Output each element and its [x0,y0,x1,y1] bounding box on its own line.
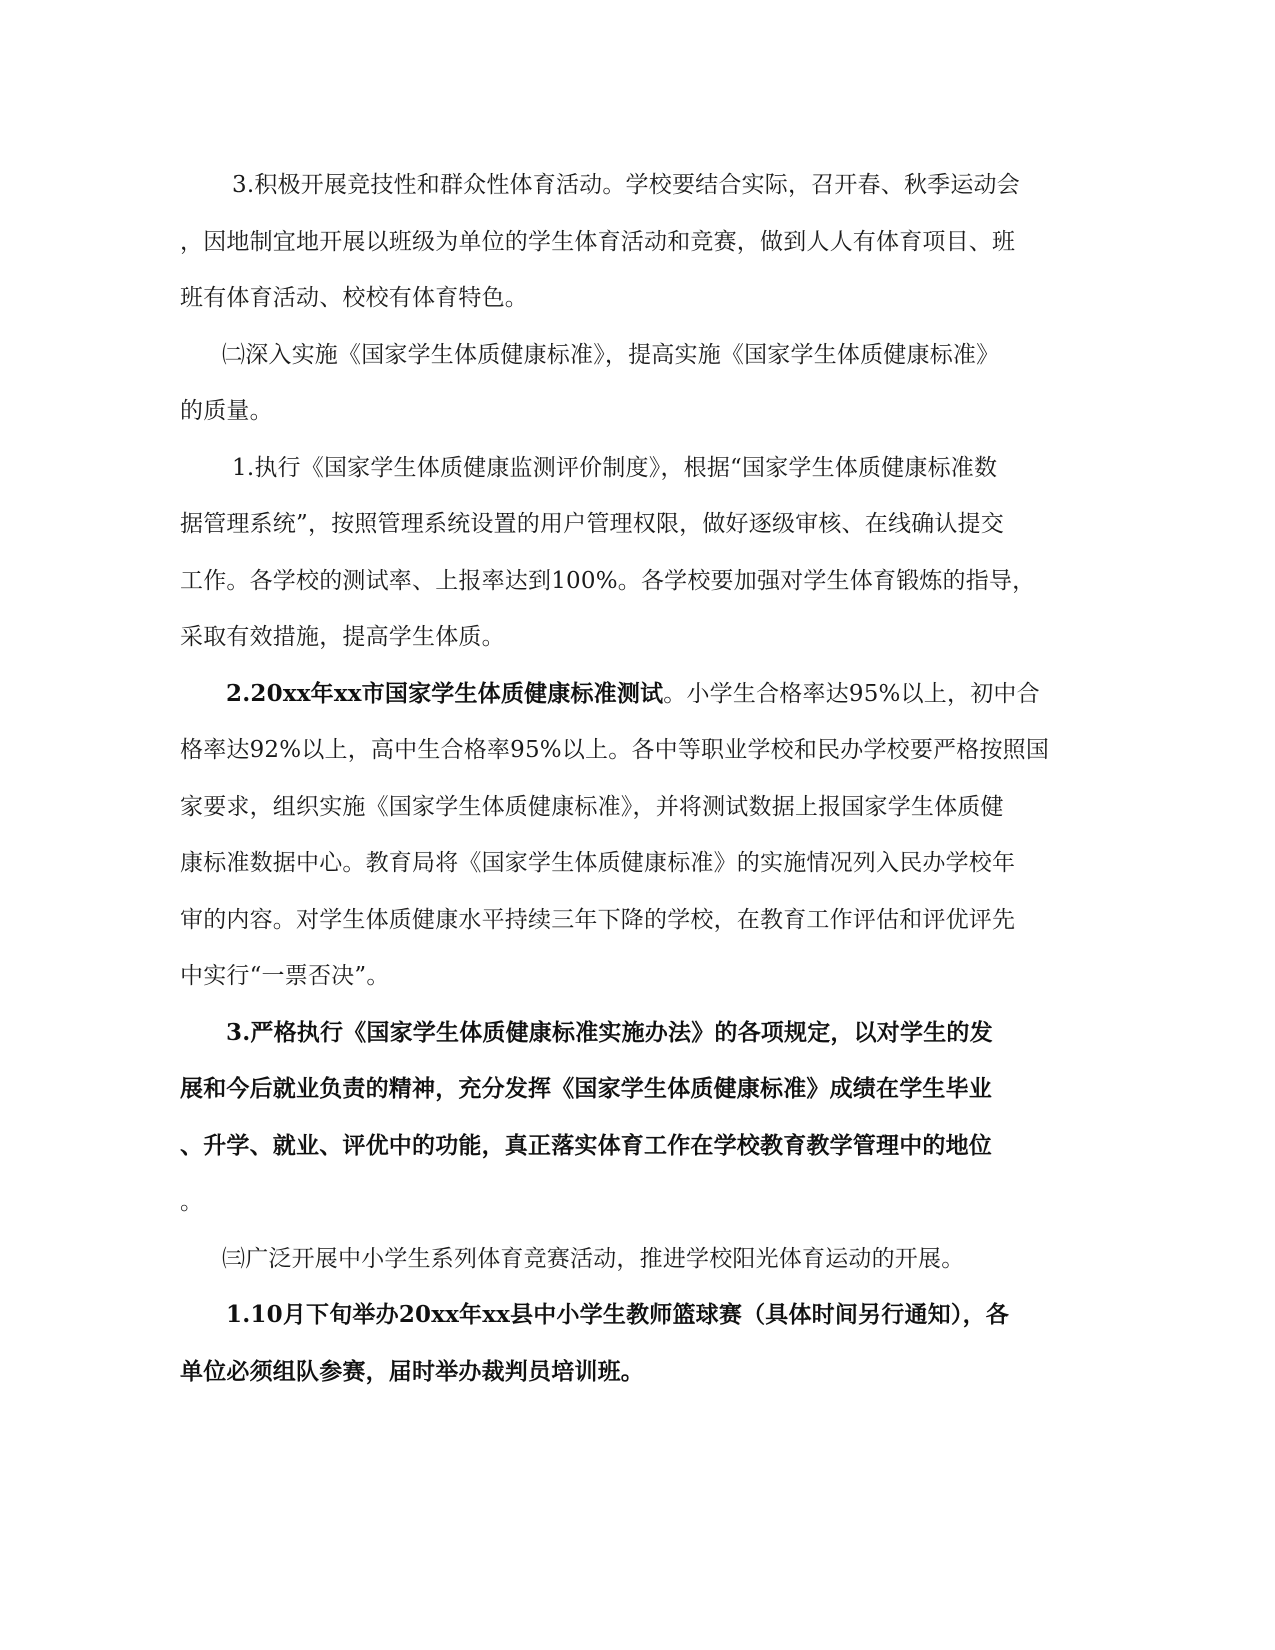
item-2-line-3: 家要求，组织实施《国家学生体质健康标准》，并将测试数据上报国家学生体质健 [180,794,1004,820]
item-2-line-4: 康标准数据中心。教育局将《国家学生体质健康标准》的实施情况列入民办学校年 [180,850,1016,876]
item-3-line-1: 3.严格执行《国家学生体质健康标准实施办法》的各项规定，以对学生的发 [226,1019,993,1046]
item-2-line-6: 中实行“一票否决”。 [180,963,390,989]
item-1-line-4: 采取有效措施，提高学生体质。 [180,624,505,650]
item-1-line-3: 工作。各学校的测试率、上报率达到100%。各学校要加强对学生体育锻炼的指导， [180,568,1036,594]
paragraph-3-line-1: 3.积极开展竞技性和群众性体育活动。学校要结合实际，召开春、秋季运动会 [232,172,1020,198]
section-3-item-1-line-1: 1.10月下旬举办20xx年xx县中小学生教师篮球赛（具体时间另行通知），各 [226,1301,1009,1328]
section-2-heading-line-2: 的质量。 [180,398,273,424]
item-2-line-1 [226,679,1086,709]
item-2-line-5: 审的内容。对学生体质健康水平持续三年下降的学校，在教育工作评估和评优评先 [180,907,1016,933]
item-2-line-2: 格率达92%以上，高中生合格率95%以上。各中等职业学校和民办学校要严格按照国 [180,737,1050,763]
item-2-bold-title: 2.20xx年xx市国家学生体质健康标准测试 [226,680,664,707]
item-1-line-2: 据管理系统”，按照管理系统设置的用户管理权限，做好逐级审核、在线确认提交 [180,511,1004,537]
section-3-heading: ㈢广泛开展中小学生系列体育竞赛活动，推进学校阳光体育运动的开展。 [222,1246,965,1272]
item-3-line-4: 。 [180,1189,204,1215]
item-3-line-2: 展和今后就业负责的精神，充分发挥《国家学生体质健康标准》成绩在学生毕业 [180,1075,992,1102]
item-3-line-3: 、升学、就业、评优中的功能，真正落实体育工作在学校教育教学管理中的地位 [180,1132,992,1159]
section-3-item-1-line-2: 单位必须组队参赛，届时举办裁判员培训班。 [180,1358,644,1385]
item-2-line-1-rest: 。小学生合格率达95%以上，初中合 [663,681,1040,707]
paragraph-3-line-3: 班有体育活动、校校有体育特色。 [180,285,528,311]
paragraph-3-line-2: ，因地制宜地开展以班级为单位的学生体育活动和竞赛，做到人人有体育项目、班 [180,229,1016,255]
item-1-line-1: 1.执行《国家学生体质健康监测评价制度》，根据“国家学生体质健康标准数 [232,455,998,481]
section-2-heading-line-1: ㈡深入实施《国家学生体质健康标准》，提高实施《国家学生体质健康标准》 [222,342,1000,368]
